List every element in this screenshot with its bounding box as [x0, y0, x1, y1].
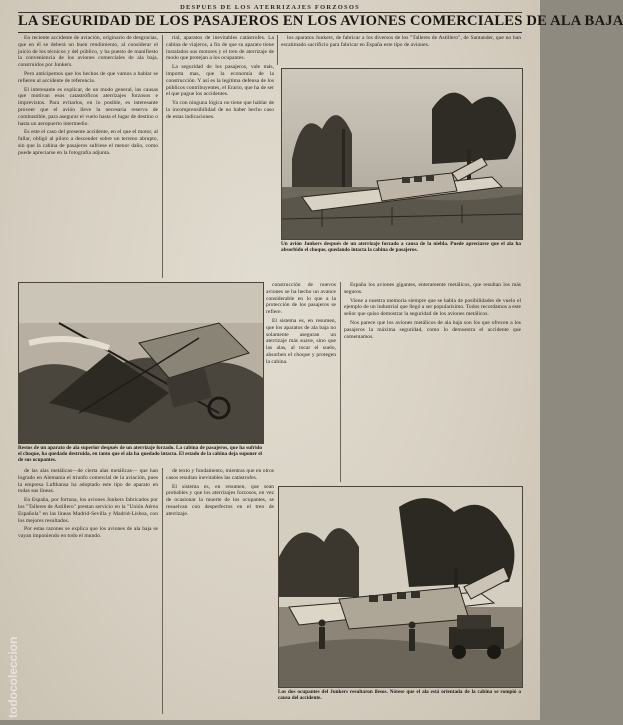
paragraph: En España, por fortuna, los aviones Junkers fabricados por los "Talleres de Astillero" prestan servicio en la "Unión Aérea Española" en las líneas Madrid-Sevilla y Madrid-Lisboa, con los mejores resultados. — [18, 497, 158, 524]
paragraph: de las alas metálicas—de cierta alas metálicas— que han logrado en Alemania el triunfo comercial de la aviación, pues la empresa Lufthansa ha adoptado este tipo de aparato en todas sus líneas. — [18, 468, 158, 495]
article-column-right-top — [281, 35, 521, 65]
photo-image — [19, 283, 263, 443]
paragraph: Ya con ninguna lógica no tiene que hablar de la incomprensibilidad de no haber hecho caso de estas indicaciones. — [166, 100, 274, 120]
column-divider — [277, 35, 278, 65]
paragraph: En reciente accidente de aviación, originario de desgracias, que en él se deberá un buen rendimiento, al considerar el juicio de los técnicos y del público, y ha puesto de manifiesto la conveniencia de los aviones comerciales de ala baja, construidos por Junkers. — [18, 35, 158, 69]
photo-junkers-crash-trees — [281, 68, 523, 240]
paragraph: Por estas razones se explica que los aviones de ala baja se vayan imponiendo en todo el mundo. — [18, 526, 158, 540]
article-column-middle-bottom — [266, 282, 336, 482]
column-divider — [162, 35, 163, 278]
article-column-left-bottom — [18, 468, 158, 714]
article-column-left-top — [18, 35, 158, 278]
paragraph: El sistema es, en resumen, que sean probables y que los aterrizajes forzosos, en vez de ocasionar la muerte de los ocupantes, se resuelvan con desperfectos en el tren de aterrizaje. — [166, 483, 274, 517]
photo-caption-bottom-right: Los dos ocupantes del Junkers resultaron ilesos. Nótese que el ala está orientada de la cabina se rompió a causa del accidente. — [278, 689, 521, 702]
article-column-right-middle — [344, 282, 521, 482]
column-divider — [340, 282, 341, 482]
article-column-middle-top — [166, 35, 274, 278]
paragraph: El sistema es, en resumen, que los aparatos de ala baja no solamente aseguran un aterrizaje más suave, sino que las alas, al tocar el suelo, absorben el choque y protegen la cabina. — [266, 317, 336, 365]
paragraph: los aparatos Junkers, de fabricar a los diversos de los "Talleres de Astillero", de Santander, que no han escatimado sacrificio para fabricar en España este tipo de aviones. — [281, 35, 521, 48]
headline-rule — [18, 32, 522, 33]
watermark-logo — [6, 548, 20, 720]
paragraph: Es este el caso del presente accidente, en el que el motor, al fallar, obligó al piloto a descender sobre un terreno abrupto, sin que la cabina de pasajeros sufriese el menor daño, como puede apreciarse en la fotografía adjunta. — [18, 129, 158, 156]
photo-caption-top-right: Un avión Junkers después de un aterrizaje forzado a causa de la niebla. Puede apreciarse que el ala ha absorbido el choque, quedando intacta la cabina de pasajeros. — [281, 241, 521, 254]
paragraph: Pero anticipemos que los hechos de que vamos a hablar se refieren al accidente de referencia. — [18, 70, 158, 84]
svg-text:todocoleccion: todocoleccion — [6, 636, 20, 718]
photo-junkers-field — [278, 486, 523, 688]
paragraph: La seguridad de los pasajeros, vale más, importa mas, que la economía de la construcción. Y así es la legítima defensa de los públicos contribuyentes, el Erario, que ha de ser el que pague los accidentes. — [166, 64, 274, 98]
paragraph: Nos parece que los aviones metálicos de ala baja son los que ofrecen a los pasajeros la máxima seguridad, como lo demuestra el accidente que comentamos. — [344, 319, 521, 340]
paragraph: de texto y fundamento, mientras que en otros casos resultan inevitables las catástrofes. — [166, 468, 274, 481]
photo-biplane-wreckage — [18, 282, 264, 444]
paragraph: rial, aparatos de inevitables catástrofes. La cabina de viajeros, a fin de que su aparato tiene instalados sus motores y el tren de aterrizaje de modo que protejan a los ocupantes. — [166, 35, 274, 62]
page-headline: LA SEGURIDAD DE LOS PASAJEROS EN LOS AVIONES COMERCIALES DE ALA BAJA — [18, 13, 623, 29]
paragraph: construcción de nuevos aviones se ha hecho un avance considerable en lo que a la protección de los pasajeros se refiere. — [266, 282, 336, 316]
photo-caption-middle-left: Restos de un aparato de ala superior después de un aterrizaje forzado. La cabina de pasajeros, que ha sufrido el choque, ha quedado destruida, en tanto que el ala ha quedado intacta. El estado de la cabina deja suponer el de sus ocupantes. — [18, 445, 262, 464]
watermark — [6, 548, 20, 720]
article-column-right-bottom — [166, 468, 274, 714]
paragraph: España los aviones gigantes, enteramente metálicos, que resultan los más seguros. — [344, 282, 521, 295]
paragraph: Viene a nuestra memoria siempre que se habla de posibilidades de vuelo el ejemplo de un industrial que llegó a ser popularísimo. Todos recordamos a este señor que quiso demostrar la seguridad de los aviones metálicos. — [344, 297, 521, 318]
photo-image — [279, 487, 522, 687]
paragraph: El interesante es explicar, de un modo general, las causas que motivan esos catastróficos aterrizajes forzosos e imprevistos. Para evitarlos, en lo posible, es interesante proveer que el avión lleve la necesaria reserva de combustible, para asegurar el vuelo hasta el lugar de destino o hasta un aeropuerto intermedio. — [18, 86, 158, 127]
running-head: DESPUES DE LOS ATERRIZAJES FORZOSOS — [180, 4, 360, 11]
column-divider — [162, 468, 163, 714]
photo-image — [282, 69, 522, 239]
